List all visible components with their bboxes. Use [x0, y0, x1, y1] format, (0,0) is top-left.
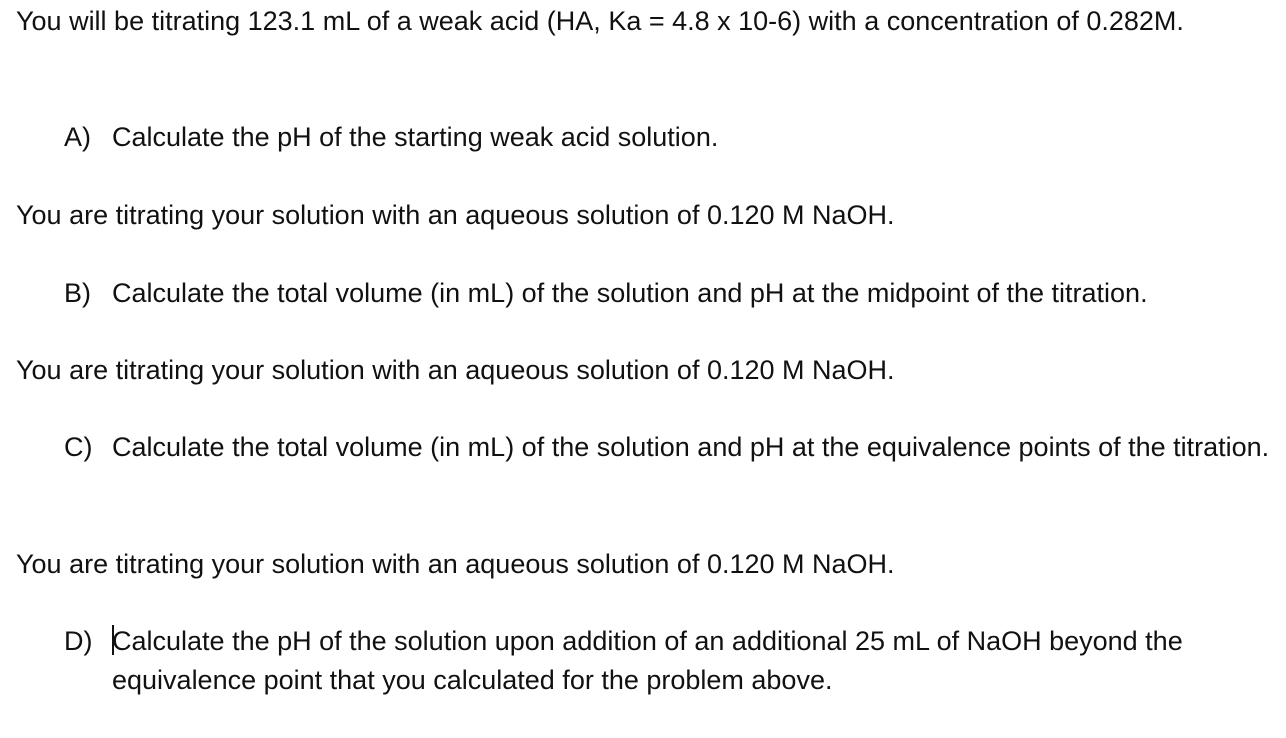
- question-d-text-wrapper[interactable]: [112, 622, 1274, 700]
- question-a-label: A): [64, 122, 91, 152]
- question-d-text[interactable]: Calculate the pH of the solution upon addition of an additional 25 mL of NaOH beyond the equivalence point that you calculated for the problem above.: [112, 626, 1183, 695]
- question-a: [64, 118, 1274, 157]
- question-b-text: Calculate the total volume (in mL) of the solution and pH at the midpoint of the titration.: [112, 278, 1148, 308]
- intro-paragraph: You will be titrating 123.1 mL of a weak acid (HA, Ka = 4.8 x 10-6) with a concentration of 0.282M.: [16, 6, 1184, 36]
- question-d-label: D): [64, 626, 93, 656]
- question-c-label: C): [64, 432, 93, 462]
- question-b-label: B): [64, 278, 91, 308]
- titrant-statement-3: You are titrating your solution with an aqueous solution of 0.120 M NaOH.: [16, 549, 895, 579]
- titrant-statement-1: You are titrating your solution with an aqueous solution of 0.120 M NaOH.: [16, 200, 895, 230]
- question-c: [64, 428, 1274, 467]
- question-c-text: Calculate the total volume (in mL) of the solution and pH at the equivalence points of the titration.: [112, 432, 1270, 462]
- question-b: [64, 274, 1274, 313]
- titrant-statement-2: You are titrating your solution with an aqueous solution of 0.120 M NaOH.: [16, 355, 895, 385]
- question-a-text: Calculate the pH of the starting weak acid solution.: [112, 122, 719, 152]
- question-d[interactable]: [64, 622, 1274, 700]
